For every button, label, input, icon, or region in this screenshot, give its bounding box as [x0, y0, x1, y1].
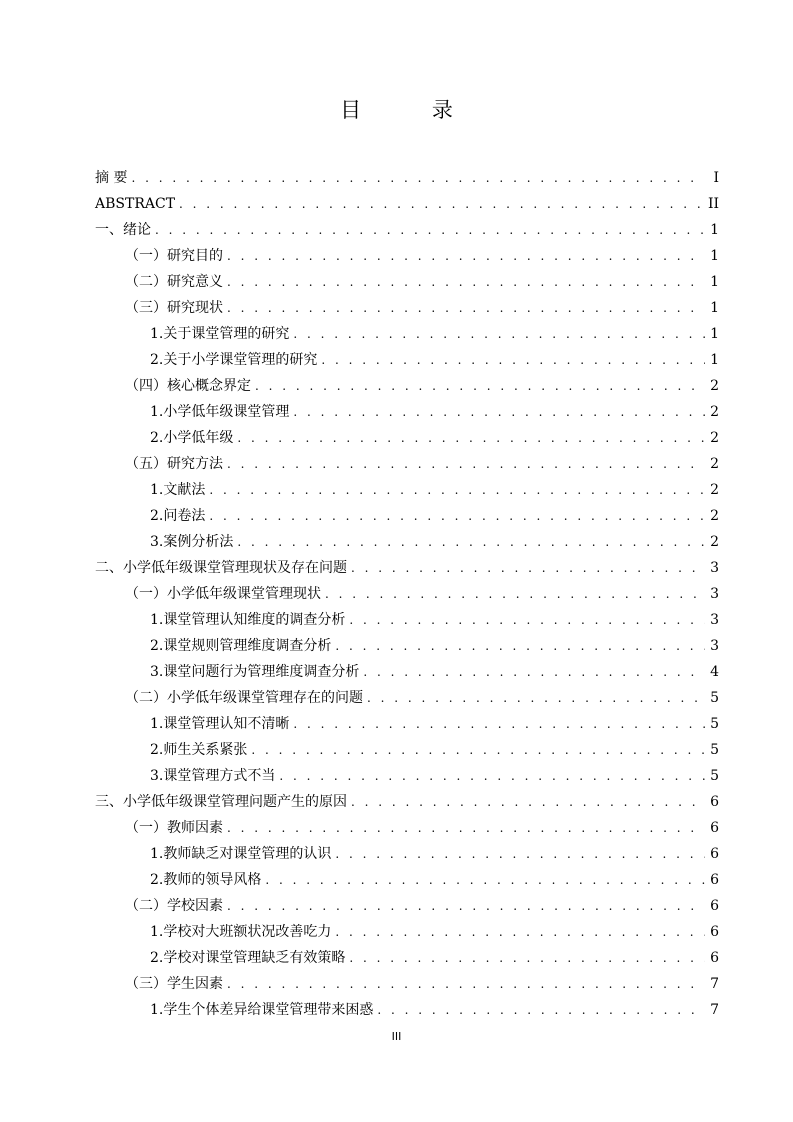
dot-leader — [227, 295, 705, 321]
dot-leader — [237, 425, 705, 451]
toc-entry-label: 一、绪论 — [95, 222, 151, 238]
toc-entry-label: 3.课堂管理方式不当 — [150, 768, 276, 784]
dot-leader — [351, 555, 705, 581]
dot-leader — [279, 763, 705, 789]
dot-leader — [325, 581, 705, 607]
dot-leader — [335, 841, 705, 867]
dot-leader — [335, 919, 705, 945]
dot-leader — [293, 321, 705, 347]
dot-leader — [293, 711, 705, 737]
toc-entry[interactable] — [95, 373, 719, 399]
toc-entry-page-number: 5 — [710, 716, 719, 732]
toc-entry[interactable] — [95, 347, 719, 373]
toc-entry-page-number: 6 — [710, 950, 719, 966]
page-number: III — [391, 1030, 402, 1043]
toc-entry-label: （三）学生因素 — [125, 976, 223, 992]
toc-entry-label: 三、小学低年级课堂管理问题产生的原因 — [95, 794, 347, 810]
dot-leader — [255, 373, 705, 399]
toc-entry-label: 1.学校对大班额状况改善吃力 — [150, 924, 332, 940]
toc-entry-label: 1.小学低年级课堂管理 — [150, 404, 290, 420]
toc-entry-label: 摘 要 — [95, 170, 128, 186]
toc-entry-label: 1.学生个体差异给课堂管理带来困惑 — [150, 1002, 374, 1018]
toc-entry-label: 2.课堂规则管理维度调查分析 — [150, 638, 332, 654]
toc-entry-label: 3.课堂问题行为管理维度调查分析 — [150, 664, 360, 680]
dot-leader — [155, 217, 705, 243]
toc-entry-label: 2.教师的领导风格 — [150, 872, 262, 888]
toc-entry-page-number: 6 — [710, 924, 719, 940]
toc-entry-label: 1.课堂管理认知不清晰 — [150, 716, 290, 732]
toc-entry-page-number: 6 — [710, 846, 719, 862]
dot-leader — [227, 451, 705, 477]
toc-entry[interactable] — [95, 503, 719, 529]
toc-entry[interactable] — [95, 633, 719, 659]
toc-entry-page-number: 6 — [710, 794, 719, 810]
toc-entry-label: （二）学校因素 — [125, 898, 223, 914]
toc-entry-label: （一）教师因素 — [125, 820, 223, 836]
toc-entry[interactable] — [95, 893, 719, 919]
toc-entry[interactable] — [95, 997, 719, 1023]
toc-entry[interactable] — [95, 529, 719, 555]
dot-leader — [363, 659, 705, 685]
dot-leader — [251, 737, 705, 763]
toc-entry-label: 1.课堂管理认知维度的调查分析 — [150, 612, 346, 628]
toc-entry-page-number: 3 — [710, 638, 719, 654]
dot-leader — [179, 191, 704, 217]
toc-entry-page-number: 2 — [710, 430, 719, 446]
toc-entry[interactable] — [95, 399, 719, 425]
toc-entry[interactable] — [95, 685, 719, 711]
toc-entry-page-number: 1 — [710, 352, 719, 368]
toc-entry[interactable] — [95, 477, 719, 503]
toc-entry-label: （四）核心概念界定 — [125, 378, 251, 394]
toc-entry-page-number: 7 — [710, 976, 719, 992]
toc-entry-label: 3.案例分析法 — [150, 534, 234, 550]
toc-entry[interactable] — [95, 607, 719, 633]
toc-entry[interactable] — [95, 217, 719, 243]
toc-entry[interactable] — [95, 425, 719, 451]
toc-entry-page-number: 1 — [710, 274, 719, 290]
toc-entry-label: 2.师生关系紧张 — [150, 742, 248, 758]
toc-entry-page-number: 2 — [710, 508, 719, 524]
toc-entry-label: 1.教师缺乏对课堂管理的认识 — [150, 846, 332, 862]
dot-leader — [349, 607, 705, 633]
toc-entry[interactable] — [95, 763, 719, 789]
toc-entry[interactable] — [95, 295, 719, 321]
dot-leader — [209, 477, 705, 503]
toc-entry-label: 二、小学低年级课堂管理现状及存在问题 — [95, 560, 347, 576]
dot-leader — [351, 789, 705, 815]
dot-leader — [367, 685, 705, 711]
toc-entry-page-number: 3 — [710, 612, 719, 628]
toc-entry[interactable] — [95, 581, 719, 607]
toc-entry[interactable] — [95, 659, 719, 685]
toc-entry[interactable] — [95, 711, 719, 737]
toc-entry[interactable] — [95, 737, 719, 763]
toc-entry[interactable] — [95, 867, 719, 893]
toc-entry-label: （五）研究方法 — [125, 456, 223, 472]
toc-entry-page-number: I — [713, 170, 719, 186]
toc-entry-label: （一）小学低年级课堂管理现状 — [125, 586, 321, 602]
toc-entry[interactable] — [95, 555, 719, 581]
toc-entry-page-number: 6 — [710, 872, 719, 888]
toc-entry-label: 2.学校对课堂管理缺乏有效策略 — [150, 950, 346, 966]
toc-entry-label: 2.关于小学课堂管理的研究 — [150, 352, 318, 368]
toc-entry-page-number: 6 — [710, 820, 719, 836]
toc-entry-label: 2.小学低年级 — [150, 430, 234, 446]
toc-entry[interactable] — [95, 945, 719, 971]
page-title: 目 录 — [340, 98, 485, 122]
dot-leader — [237, 529, 705, 555]
toc-entry-page-number: 2 — [710, 378, 719, 394]
toc-entry-label: （二）研究意义 — [125, 274, 223, 290]
dot-leader — [227, 269, 705, 295]
toc-entry[interactable] — [95, 243, 719, 269]
toc-entry-page-number: 1 — [710, 248, 719, 264]
toc-entry-page-number: 1 — [710, 300, 719, 316]
toc-entry[interactable] — [95, 191, 719, 217]
toc-entry-page-number: 2 — [710, 482, 719, 498]
toc-entry[interactable] — [95, 971, 719, 997]
toc-entry-page-number: 3 — [710, 560, 719, 576]
dot-leader — [209, 503, 705, 529]
toc-entry-page-number: 5 — [710, 742, 719, 758]
toc-entry[interactable] — [95, 451, 719, 477]
toc-entry-page-number: 1 — [710, 222, 719, 238]
dot-leader — [377, 997, 705, 1023]
dot-leader — [227, 815, 705, 841]
toc-entry-page-number: 2 — [710, 404, 719, 420]
dot-leader — [227, 243, 705, 269]
toc-entry[interactable] — [95, 789, 719, 815]
toc-entry-page-number: 4 — [710, 664, 719, 680]
toc-entry-label: 1.关于课堂管理的研究 — [150, 326, 290, 342]
toc-entry-page-number: 5 — [710, 690, 719, 706]
toc-entry-label: ABSTRACT — [95, 196, 176, 212]
dot-leader — [321, 347, 705, 373]
toc-entry-label: 2.问卷法 — [150, 508, 206, 524]
dot-leader — [265, 867, 705, 893]
toc-entry-page-number: 7 — [710, 1002, 719, 1018]
toc-entry[interactable] — [95, 165, 719, 191]
toc-entry-label: 1.文献法 — [150, 482, 206, 498]
dot-leader — [335, 633, 705, 659]
dot-leader — [293, 399, 705, 425]
toc-entry-page-number: 6 — [710, 898, 719, 914]
dot-leader — [227, 893, 705, 919]
toc-entry[interactable] — [95, 321, 719, 347]
toc-entry-page-number: 3 — [710, 586, 719, 602]
dot-leader — [349, 945, 705, 971]
toc-entry-page-number: 5 — [710, 768, 719, 784]
toc-entry-page-number: II — [707, 196, 719, 212]
toc-entry-page-number: 2 — [710, 456, 719, 472]
toc-entry[interactable] — [95, 919, 719, 945]
toc-entry-page-number: 2 — [710, 534, 719, 550]
dot-leader — [131, 165, 705, 191]
toc-entry-page-number: 1 — [710, 326, 719, 342]
table-of-contents — [95, 165, 719, 1023]
toc-entry[interactable] — [95, 815, 719, 841]
toc-entry-label: （三）研究现状 — [125, 300, 223, 316]
dot-leader — [227, 971, 705, 997]
toc-entry-label: （二）小学低年级课堂管理存在的问题 — [125, 690, 363, 706]
toc-entry[interactable] — [95, 841, 719, 867]
toc-entry[interactable] — [95, 269, 719, 295]
toc-entry-label: （一）研究目的 — [125, 248, 223, 264]
